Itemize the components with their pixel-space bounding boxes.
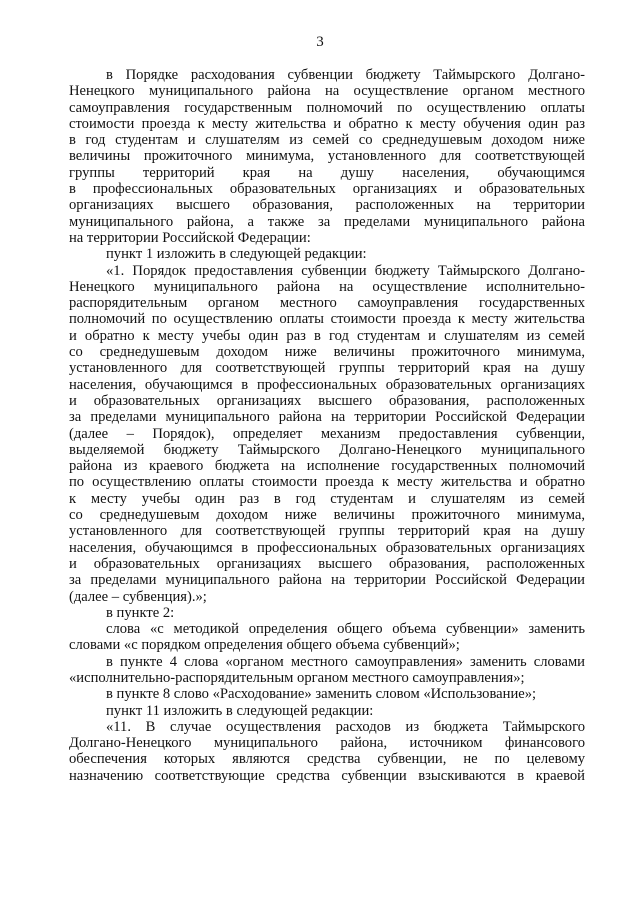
- text-line: Ненецкого муниципального района на осуществление исполнительно-: [69, 278, 585, 295]
- text-line: самоуправления государственным полномочий по осуществлению оплаты: [69, 99, 585, 116]
- text-line: района из краевого бюджета на исполнение государственных полномочий: [69, 458, 585, 475]
- text-line: населения, обучающимся в профессиональных образовательных организациях: [69, 539, 585, 556]
- text-line: установленного для соответствующей группы территорий края на душу: [69, 523, 585, 540]
- text-line: слова «с методикой определения общего объема субвенции» заменить: [106, 621, 585, 638]
- text-line: в пункте 2:: [106, 604, 175, 621]
- text-line: организациях высшего образования, расположенных на территории: [69, 197, 585, 214]
- text-line: со среднедушевым доходом ниже величины прожиточного минимума,: [69, 344, 585, 361]
- text-line: муниципального района, а также за пределами муниципального района: [69, 213, 585, 230]
- text-line: пункт 11 изложить в следующей редакции:: [106, 702, 374, 719]
- text-line: Долгано-Ненецкого муниципального района, источником финансового: [69, 735, 585, 752]
- text-line: «1. Порядок предоставления субвенции бюджету Таймырского Долгано-: [106, 262, 585, 279]
- text-line: и образовательных организациях высшего образования, расположенных: [69, 555, 585, 572]
- text-line: назначению соответствующие средства субвенции взыскиваются в краевой: [69, 767, 585, 784]
- text-line: населения, обучающимся в профессиональных образовательных организациях: [69, 376, 585, 393]
- text-line: (далее – Порядок), определяет механизм предоставления субвенции,: [69, 425, 585, 442]
- text-line: со среднедушевым доходом ниже величины прожиточного минимума,: [69, 507, 585, 524]
- text-line: группы территорий края на душу населения, обучающимся: [69, 164, 585, 181]
- text-line: к месту учебы один раз в год студентам и слушателям из семей: [69, 490, 585, 507]
- text-line: распорядительным органом местного самоуправления государственных: [69, 295, 585, 312]
- page-number: 3: [316, 34, 324, 50]
- text-line: в профессиональных образовательных организациях и образовательных: [69, 181, 585, 198]
- text-line: стоимости проезда к месту жительства и обратно к месту обучения один раз: [69, 115, 585, 132]
- document-body: [69, 67, 585, 784]
- text-line: полномочий по осуществлению оплаты стоимости проезда к месту жительства: [69, 311, 585, 328]
- text-line: в Порядке расходования субвенции бюджету Таймырского Долгано-: [106, 67, 585, 83]
- text-line: в год студентам и слушателям из семей со среднедушевым доходом ниже: [69, 132, 585, 149]
- text-line: (далее – субвенция).»;: [69, 588, 207, 605]
- text-line: «11. В случае осуществления расходов из бюджета Таймырского: [106, 718, 585, 735]
- text-line: и обратно к месту учебы один раз в год студентам и слушателям из семей: [69, 327, 585, 344]
- text-line: за пределами муниципального района на территории Российской Федерации: [69, 409, 585, 426]
- text-line: словами «с порядком определения общего объема субвенций»;: [69, 637, 460, 654]
- text-line: установленного для соответствующей группы территорий края на душу: [69, 360, 585, 377]
- text-line: обеспечения которых являются средства субвенции, не по целевому: [69, 751, 585, 768]
- text-line: величины прожиточного минимума, установленного для соответствующей: [69, 148, 585, 165]
- text-line: выделяемой бюджету Таймырского Долгано-Ненецкого муниципального: [69, 441, 585, 458]
- text-line: на территории Российской Федерации:: [69, 229, 311, 246]
- text-line: Ненецкого муниципального района на осуществление органом местного: [69, 83, 585, 100]
- text-line: пункт 1 изложить в следующей редакции:: [106, 246, 367, 263]
- text-line: в пункте 8 слово «Расходование» заменить словом «Использование»;: [106, 686, 537, 703]
- text-line: «исполнительно-распорядительным органом местного самоуправления»;: [69, 669, 525, 686]
- text-line: по осуществлению оплаты стоимости проезда к месту жительства и обратно: [69, 474, 585, 491]
- text-line: за пределами муниципального района на территории Российской Федерации: [69, 572, 585, 589]
- text-line: и образовательных организациях высшего образования, расположенных: [69, 392, 585, 409]
- text-line: в пункте 4 слова «органом местного самоуправления» заменить словами: [106, 653, 585, 670]
